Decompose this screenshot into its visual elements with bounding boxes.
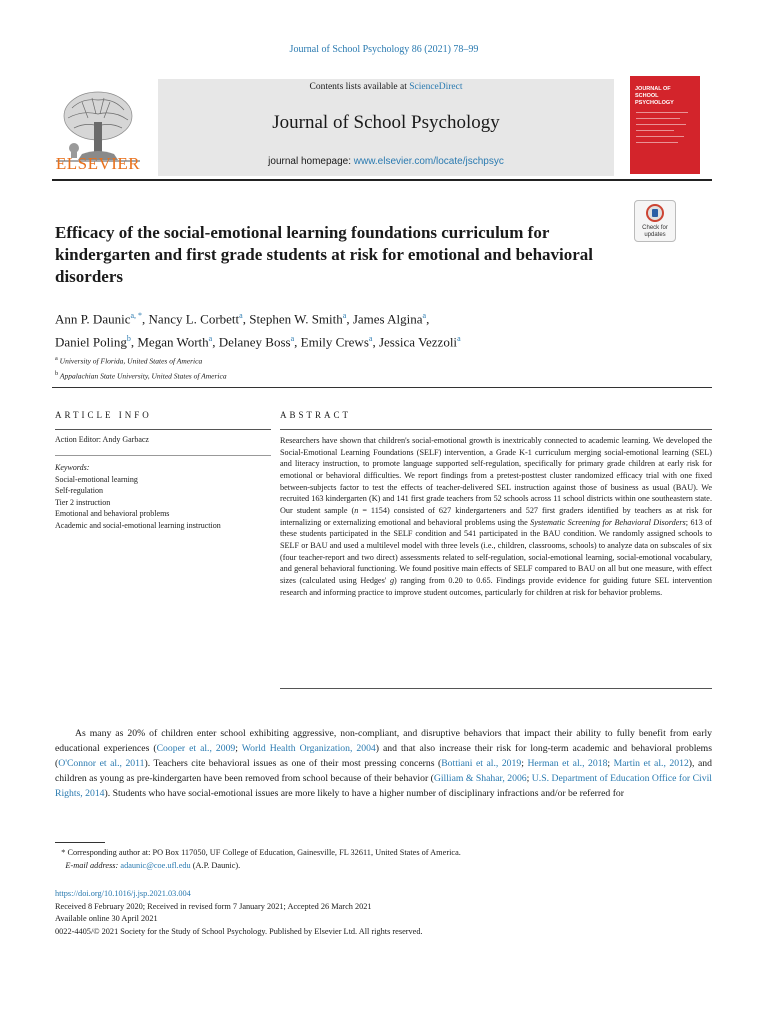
author-name[interactable]: Daniel Poling (55, 334, 127, 350)
journal-title: Journal of School Psychology (272, 112, 500, 133)
affiliations (55, 353, 675, 382)
author-affiliation-mark[interactable]: a (239, 311, 243, 320)
keyword-item: Self-regulation (55, 486, 103, 496)
author-affiliation-mark[interactable]: a (342, 311, 347, 320)
email-line (55, 860, 712, 873)
author-name[interactable]: Delaney Boss (218, 334, 291, 350)
citation-link[interactable]: Gilliam & Shahar, 2006 (433, 773, 527, 785)
citation-link[interactable]: U.S. Department of Education Office for Civil Rights, 2014 (55, 773, 712, 800)
author-affiliation-mark[interactable]: a (457, 334, 461, 344)
author-name[interactable]: Ann P. Daunic (55, 311, 131, 327)
author-name[interactable]: Jessica Vezzoli (378, 334, 458, 350)
journal-homepage-line (158, 156, 614, 167)
keyword-list (55, 474, 267, 532)
keyword-item: Emotional and behavioral problems (55, 509, 170, 519)
article-info-rule-2 (55, 455, 271, 456)
abstract-rule-bottom (280, 688, 712, 689)
keyword-item: Social-emotional learning (55, 474, 138, 484)
citation-link[interactable]: Herman et al., 2018 (527, 758, 608, 770)
homepage-prefix: journal homepage: (268, 156, 354, 167)
check-updates-icon (646, 204, 664, 222)
article-info-heading: ARTICLE INFO (55, 410, 152, 420)
author-affiliation-mark[interactable]: a, * (130, 311, 143, 320)
affiliation-line: $^b$ Appalachian State University, United States of America (55, 369, 227, 380)
contents-line (158, 82, 614, 92)
article-title: Efficacy of the social-emotional learning foundations curriculum for kindergarten and first grade students at risk for emotional and behavioral disorders (55, 223, 594, 286)
contents-prefix: Contents lists available at (309, 82, 410, 92)
sciencedirect-link[interactable]: ScienceDirect (409, 82, 463, 92)
action-editor: Action Editor: Andy Garbacz (55, 435, 149, 444)
section-rule (52, 387, 712, 388)
abstract-heading: ABSTRACT (280, 410, 352, 420)
author-affiliation-mark[interactable]: a (290, 334, 295, 344)
citation-link[interactable]: Bottiani et al., 2019 (441, 758, 522, 770)
author-name[interactable]: Megan Worth (137, 334, 209, 350)
keywords-block (55, 462, 267, 532)
check-for-updates-button[interactable] (634, 200, 676, 242)
header-rule (52, 179, 712, 181)
author-affiliation-mark[interactable]: a (368, 334, 373, 344)
footnote-rule (55, 842, 105, 843)
corresponding-author-note (55, 847, 712, 860)
citation-link[interactable]: World Health Organization, 2004 (241, 743, 376, 755)
body-paragraph: As many as 20% of children enter school exhibiting aggressive, non-compliant, and disruptive behaviors that impact their ability to fully benefit from early educational experiences (Cooper et al., 2009; World Health Organization, 2004) and that also increase their risk for long-term academic and behavioral problems (O'Connor et al., 2011). Teachers cite behavioral issues as one of their most pressing concerns (Bottiani et al., 2019; Herman et al., 2018; Martin et al., 2012), and children as young as pre-kindergarten have been removed from school because of their behavior (Gilliam & Shahar, 2006; U.S. Department of Education Office for Civil Rights, 2014). Students who have social-emotional issues are more likely to have a higher number of disciplinary infractions and/or be referred for (55, 728, 712, 800)
author-affiliation-mark[interactable]: a (208, 334, 213, 344)
keyword-item: Tier 2 instruction (55, 497, 111, 507)
author-name[interactable]: Nancy L. Corbett (148, 311, 240, 327)
citation-link[interactable]: O'Connor et al., 2011 (58, 758, 145, 770)
copyright: 0022-4405/© 2021 Society for the Study of School Psychology. Published by Elsevier Ltd. All rights reserved. (55, 926, 423, 936)
publisher-name: ELSEVIER (55, 154, 141, 173)
cover-title: JOURNAL OF SCHOOL PSYCHOLOGY (635, 86, 674, 106)
journal-cover-thumbnail[interactable] (630, 76, 700, 174)
email-link[interactable]: adaunic@coe.ufl.edu (120, 860, 191, 870)
abstract-rule (280, 429, 712, 430)
journal-homepage-link[interactable]: www.elsevier.com/locate/jschpsyc (353, 156, 504, 167)
article-info-rule (55, 429, 271, 430)
citation-link[interactable]: Cooper et al., 2009 (156, 743, 236, 755)
corresponding-author-text: Corresponding author at: PO Box 117050, UF College of Education, Gainesville, FL 32611, United States of America. (67, 848, 461, 857)
check-updates-label: Check for updates (642, 225, 668, 238)
received-dates: Received 8 February 2020; Received in revised form 7 January 2021; Accepted 26 March 2021 (55, 901, 372, 911)
keywords-heading: Keywords: (55, 463, 90, 472)
journal-citation[interactable]: Journal of School Psychology 86 (2021) 78–99 (289, 44, 479, 55)
author-list: Ann P. Daunic$^{a, *}$, Nancy L. Corbett$^a$, Stephen W. Smith$^a$, James Algina$^a$, Daniel Poling$^b$, Megan Worth$^a$, Delaney Boss$^a$, Emily Crews$^a$, Jessica Vezzoli$^a$ (55, 311, 461, 350)
email-suffix: (A.P. Daunic). (192, 860, 241, 870)
publication-info (55, 888, 712, 938)
author-name[interactable]: Stephen W. Smith (249, 311, 343, 327)
keyword-item: Academic and social-emotional learning instruction (55, 520, 221, 530)
doi-link[interactable]: https://doi.org/10.1016/j.jsp.2021.03.004 (55, 889, 191, 898)
citation-link[interactable]: Martin et al., 2012 (613, 758, 689, 770)
available-online: Available online 30 April 2021 (55, 914, 158, 923)
email-label: E-mail address: (65, 860, 119, 870)
author-name[interactable]: Emily Crews (300, 334, 369, 350)
author-name[interactable]: James Algina (352, 311, 423, 327)
author-affiliation-mark[interactable]: b (126, 334, 131, 344)
abstract-text: Researchers have shown that children's social-emotional growth is inextricably connected to academic learning. We developed the Social-Emotional Learning Foundations (SELF) intervention, a Grade K-1 curriculum merging social-emotional learning (SEL) and literacy instruction, to promote language supported self-regulation, specifically for primary grade children at early risk for emotional or behavioral difficulties. We report findings from a pretest-posttest cluster randomized efficacy trial with one fixed between-subjects factor to test the effects of teacher-delivered SEL instruction against those of business as usual (BAU). We recruited 163 kindergarten (K) and 141 first grade teachers from 52 schools across 11 school districts within one southeastern state. Our student sample (n = 1154) consisted of 627 kindergarteners and 527 first graders identified by teachers as at risk for internalizing or externalizing emotional and behavioral problems using the Systematic Screening for Behavioral Disorders; 613 of these students participated in the SELF condition and 541 participated in the BAU condition. We randomly assigned schools to SELF or BAU and used a multilevel model with three levels (i.e., children, classrooms, schools) to analyze data on subscales of six (four teacher-report and two direct) assessments related to self-regulation, social-emotional learning, social-emotional vocabulary, and general behavioral functioning. We found positive main effects of SELF compared to BAU on all but one measure, with effect sizes (calculated using Hedges' g) ranging from 0.20 to 0.65. Findings provide evidence for guiding future SEL intervention research and informing practice to improve student outcomes, particularly for children at risk for behavior problems. (280, 436, 713, 597)
author-affiliation-mark[interactable]: a (422, 311, 427, 320)
footnote-mark: * (61, 848, 66, 857)
footnote (55, 847, 712, 872)
affiliation-line: $^a$ University of Florida, United States of America (55, 355, 203, 366)
